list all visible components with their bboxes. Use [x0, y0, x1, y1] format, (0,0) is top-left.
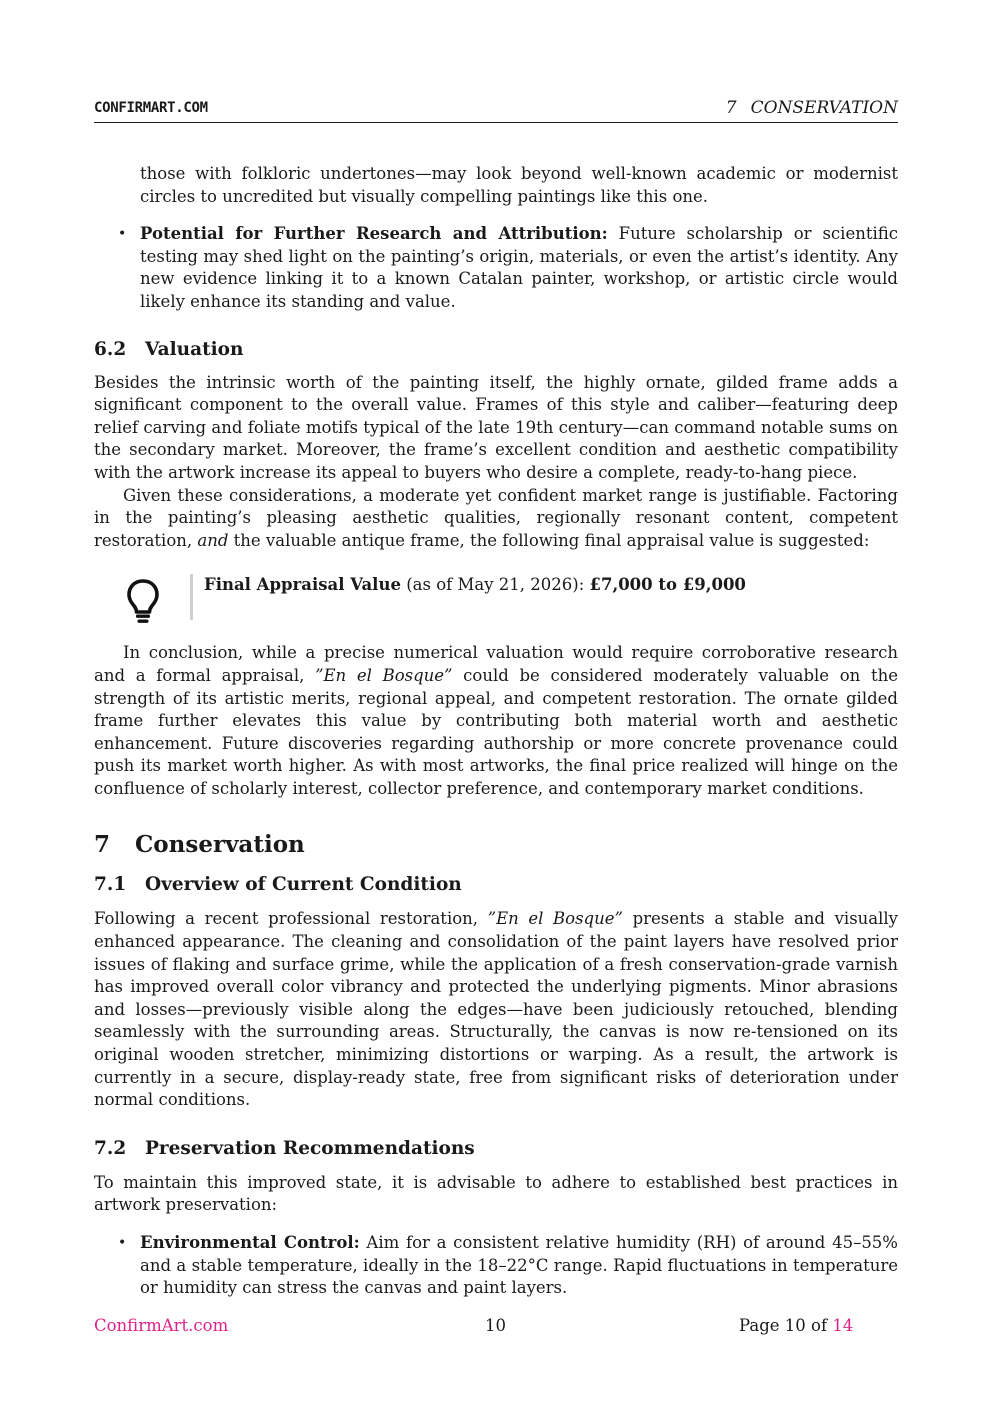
section-heading-7: 7 Conservation — [94, 831, 305, 859]
running-section-title: 7 CONSERVATION — [725, 98, 898, 118]
paragraph: Besides the intrinsic worth of the painting itself, the highly ornate, gilded frame adds a significant component to the overall value. Frames of this style and caliber—featuring deep relief carving and foliate motifs typical of the late 19th century—can command notable sums on the secondary market. Moreover, the frame’s excellent condition and aesthetic compatibility with the artwork increase its appeal to buyers who desire a complete, ready-to-hang piece. — [94, 372, 898, 482]
footer-site-link[interactable]: ConfirmArt.com — [94, 1316, 229, 1335]
running-header — [94, 98, 898, 123]
list-item: • Potential for Further Research and Attribution: Future scholarship or scientific testing may shed light on the painting’s origin, materials, or even the artist’s identity. Any new evidence linking it to a known Catalan painter, workshop, or artistic circle would likely enhance its standing and value. — [94, 223, 898, 313]
appraisal-value: Final Appraisal Value (as of May 21, 2026): £7,000 to £9,000 — [204, 575, 746, 595]
list-item: • Environmental Control: Aim for a consistent relative humidity (RH) of around 45–55% and a stable temperature, ideally in the 18–22°C range. Rapid fluctuations in temperature or humidity can stress the canvas and paint layers. — [94, 1232, 898, 1300]
bullet-list — [94, 1232, 898, 1300]
section-heading-6-2: 6.2 Valuation — [94, 338, 244, 360]
confirmart-logo: CONFIRMART.COM — [94, 100, 208, 116]
paragraph: To maintain this improved state, it is advisable to adhere to established best practices in artwork preservation: — [94, 1172, 898, 1215]
footer-page-number: 10 — [485, 1316, 506, 1335]
footer-page-count: Page 10 of 14 — [739, 1316, 854, 1335]
section-heading-7-2: 7.2 Preservation Recommendations — [94, 1137, 475, 1159]
callout-bar — [190, 574, 193, 620]
list-item-continuation: those with folkloric undertones—may look beyond well-known academic or modernist circles to uncredited but visually compelling paintings like this one. — [140, 164, 898, 206]
page-content — [94, 163, 898, 1300]
paragraph: Given these considerations, a moderate yet confident market range is justifiable. Factoring in the painting’s pleasing aesthetic qualities, regionally resonant content, competent restoration, and the valuable antique frame, the following final appraisal value is suggested: — [94, 485, 898, 550]
appraisal-callout — [94, 574, 898, 628]
lightbulb-icon — [126, 578, 160, 624]
bullet-list — [94, 223, 898, 313]
paragraph: In conclusion, while a precise numerical valuation would require corroborative research and a formal appraisal, ”En el Bosque” could be considered moderately valuable on the strength of its artistic merits, regional appeal, and competent restoration. The ornate gilded frame further elevates this value by contributing both material worth and aesthetic enhancement. Future discoveries regarding authorship or more concrete provenance could push its market worth higher. As with most artworks, the final price realized will hinge on the confluence of scholarly interest, collector preference, and contemporary market conditions. — [94, 643, 898, 798]
paragraph: Following a recent professional restoration, ”En el Bosque” presents a stable and visually enhanced appearance. The cleaning and consolidation of the paint layers have resolved prior issues of flaking and surface grime, while the application of a fresh conservation-grade varnish has improved overall color vibrancy and protected the underlying pigments. Minor abrasions and losses—previously visible along the edges—have been judiciously retouched, blending seamlessly with the surrounding areas. Structurally, the canvas is now re-tensioned on its original wooden stretcher, minimizing distortions or warping. As a result, the artwork is currently in a secure, display-ready state, free from significant risks of deterioration under normal conditions. — [94, 909, 899, 1110]
section-heading-7-1: 7.1 Overview of Current Condition — [94, 874, 462, 896]
